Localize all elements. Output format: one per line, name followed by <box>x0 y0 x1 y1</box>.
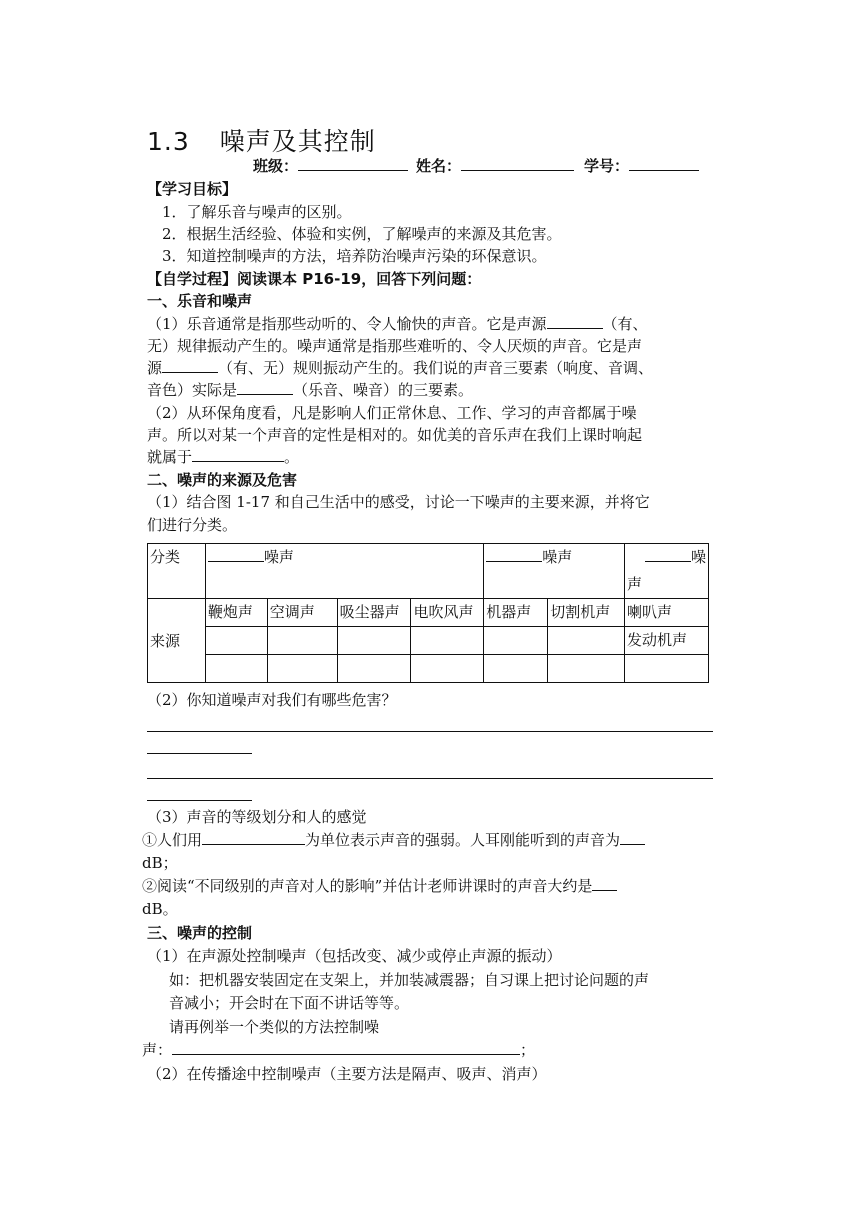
table-cell: 声 <box>625 571 709 599</box>
s2-text: dB； <box>142 854 178 872</box>
table-row <box>148 627 709 655</box>
blank[interactable] <box>192 446 284 462</box>
s2-text: （2）你知道噪声对我们有哪些危害？ <box>147 691 397 709</box>
table-cell[interactable] <box>205 627 267 655</box>
blank[interactable] <box>237 379 293 395</box>
table-cell[interactable] <box>337 627 411 655</box>
table-cell[interactable] <box>484 655 548 683</box>
page-title <box>147 122 376 158</box>
id-blank[interactable] <box>629 155 699 171</box>
s3-text: （2）在传播途中控制噪声（主要方法是隔声、吸声、消声） <box>147 1065 547 1083</box>
table-cell: 喇叭声 <box>625 599 709 627</box>
goal-item: 2．根据生活经验、体验和实例，了解噪声的来源及其危害。 <box>162 225 562 243</box>
table-cell[interactable] <box>411 627 484 655</box>
table-cell: 鞭炮声 <box>205 599 267 627</box>
table-row <box>148 599 709 627</box>
section-3-heading: 三、噪声的控制 <box>147 924 253 942</box>
table-cell[interactable] <box>205 655 267 683</box>
table-cell[interactable] <box>411 655 484 683</box>
s1-text: 声。所以对某一个声音的定性是相对的。如优美的音乐声在我们上课时响起 <box>147 426 643 444</box>
id-label: 学号： <box>584 157 630 175</box>
table-cell[interactable]: 噪声 <box>205 544 483 572</box>
answer-line[interactable] <box>147 778 713 779</box>
table-cell: 机器声 <box>484 599 548 627</box>
s3-text: （1）在声源处控制噪声（包括改变、减少或停止声源的振动） <box>147 947 562 965</box>
table-cell: 空调声 <box>267 599 337 627</box>
process-heading: 【自学过程】阅读课本 P16-19，回答下列问题： <box>147 270 482 288</box>
noise-classification-table <box>147 543 709 683</box>
s2-text: （1）结合图 1-17 和自己生活中的感受，讨论一下噪声的主要来源，并将它 <box>147 493 650 511</box>
title-text: 噪声及其控制 <box>219 127 376 156</box>
goals-heading: 【学习目标】 <box>147 180 238 198</box>
s1-text: （2）从环保角度看，凡是影响人们正常休息、工作、学习的声音都属于噪 <box>147 404 637 422</box>
s1-text: 就属于 。 <box>147 448 300 466</box>
table-cell: 发动机声 <box>625 627 709 655</box>
s1-text: 无）规律振动产生的。噪声通常是指那些难听的、令人厌烦的声音。它是声 <box>147 337 643 355</box>
table-cell[interactable]: 噪 <box>625 544 709 572</box>
blank[interactable] <box>620 829 645 845</box>
table-cell[interactable] <box>484 627 548 655</box>
answer-line[interactable] <box>147 731 713 732</box>
class-blank[interactable] <box>298 155 408 171</box>
blank[interactable] <box>202 829 305 845</box>
table-cell: 电吹风声 <box>411 599 484 627</box>
table-row <box>148 655 709 683</box>
table-cell <box>205 571 483 599</box>
table-cell: 来源 <box>148 599 206 683</box>
s1-text: 音色）实际是 （乐音、噪音）的三要素。 <box>147 381 474 399</box>
s2-text: （3）声音的等级划分和人的感觉 <box>147 808 367 826</box>
s2-text: ①人们用 为单位表示声音的强弱。人耳刚能听到的声音为 <box>142 829 645 851</box>
goal-item: 3．知道控制噪声的方法，培养防治噪声污染的环保意识。 <box>162 247 547 265</box>
table-cell[interactable] <box>267 627 337 655</box>
table-cell[interactable] <box>625 655 709 683</box>
s1-text: 源 （有、无）规则振动产生的。我们说的声音三要素（响度、音调、 <box>147 359 654 377</box>
blank[interactable] <box>172 1039 520 1055</box>
s3-text: 音减小；开会时在下面不讲话等等。 <box>169 994 410 1012</box>
table-cell <box>484 571 625 599</box>
table-cell: 分类 <box>148 544 206 599</box>
goal-item: 1．了解乐音与噪声的区别。 <box>162 203 352 221</box>
table-cell[interactable] <box>337 655 411 683</box>
s2-text: 们进行分类。 <box>147 516 238 534</box>
s3-text: 声： ； <box>142 1041 536 1059</box>
table-cell[interactable] <box>548 627 625 655</box>
section-number: 1.3 <box>147 127 190 156</box>
table-cell: 切割机声 <box>548 599 625 627</box>
blank[interactable] <box>592 875 617 891</box>
table-cell[interactable]: 噪声 <box>484 544 625 572</box>
table-row <box>148 571 709 599</box>
s1-text: （1）乐音通常是指那些动听的、令人愉快的声音。它是声源 （有、 <box>147 315 648 333</box>
s2-text: dB。 <box>142 900 178 918</box>
answer-line[interactable] <box>147 800 252 801</box>
section-1-heading: 一、乐音和噪声 <box>147 292 253 310</box>
s3-text: 请再例举一个类似的方法控制噪 <box>169 1018 380 1036</box>
name-blank[interactable] <box>461 155 574 171</box>
s2-text: ②阅读“不同级别的声音对人的影响”并估计老师讲课时的声音大约是 <box>142 875 617 897</box>
blank[interactable] <box>547 313 603 329</box>
table-cell[interactable] <box>267 655 337 683</box>
s3-text: 如：把机器安装固定在支架上，并加装减震器；自习课上把讨论问题的声 <box>169 971 650 989</box>
blank[interactable] <box>162 357 218 373</box>
table-cell[interactable] <box>548 655 625 683</box>
student-info-row <box>253 155 699 177</box>
section-2-heading: 二、噪声的来源及危害 <box>147 471 298 489</box>
table-row <box>148 544 709 572</box>
answer-line[interactable] <box>147 753 252 754</box>
name-label: 姓名： <box>416 157 462 175</box>
table-cell: 吸尘器声 <box>337 599 411 627</box>
class-label: 班级： <box>253 157 299 175</box>
